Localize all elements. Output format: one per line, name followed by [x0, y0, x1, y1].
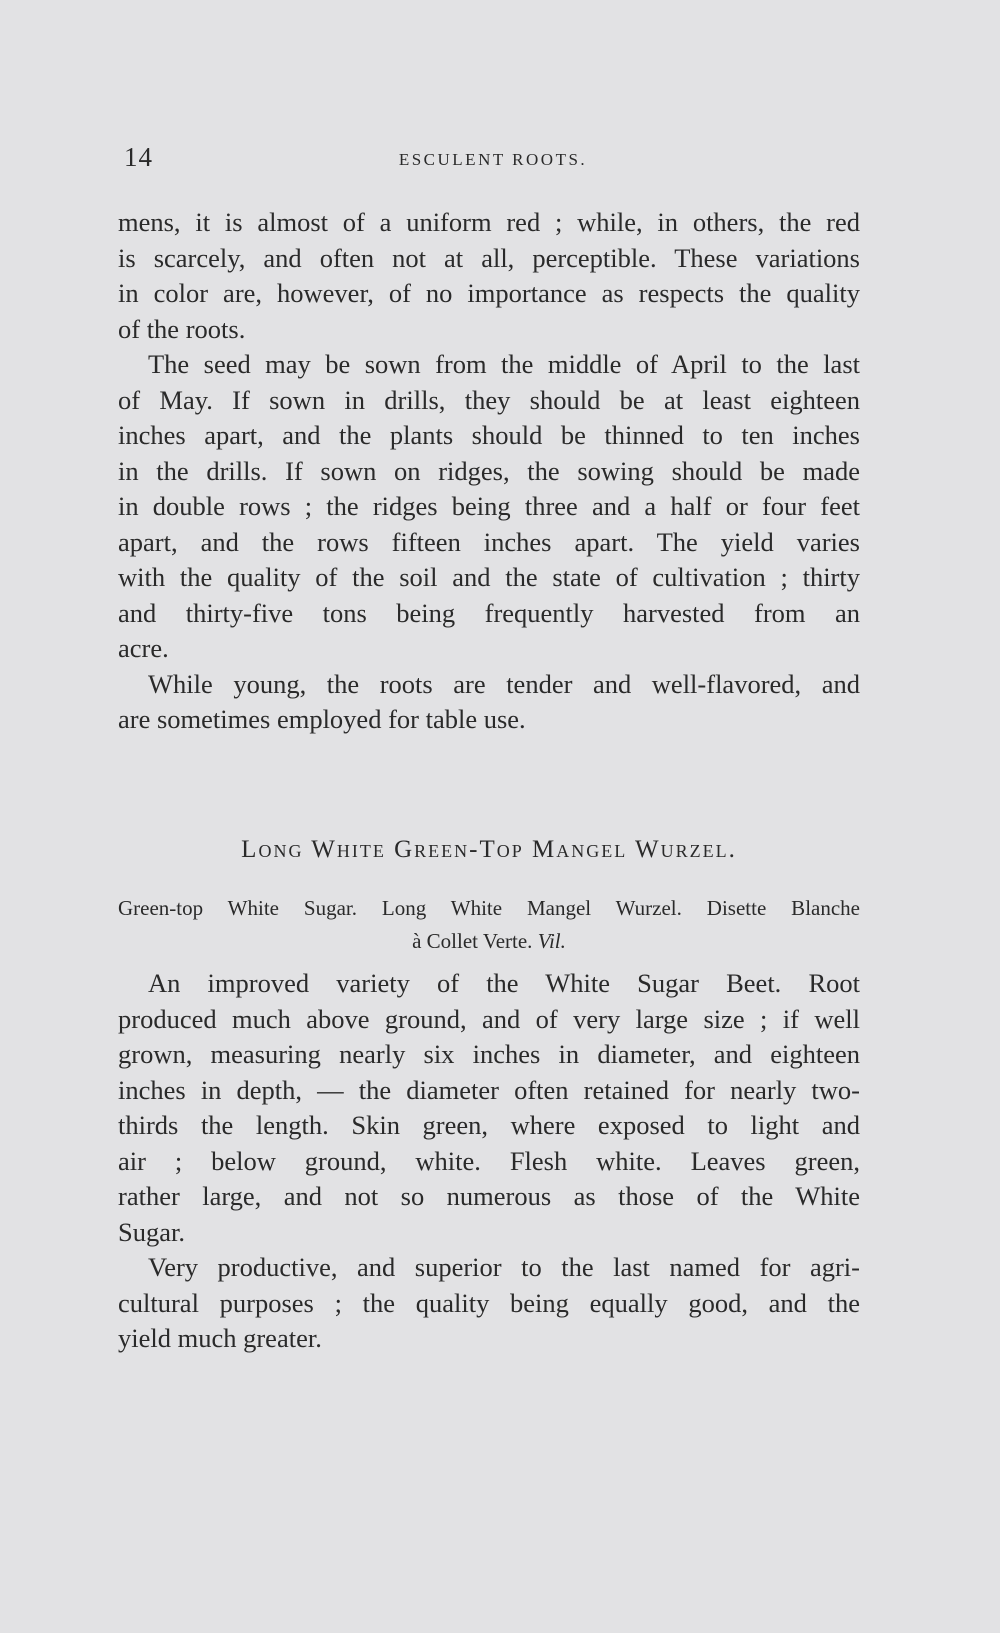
text-line: produced much above ground, and of very large size ; if well [118, 1003, 860, 1034]
text-line: grown, measuring nearly six inches in diameter, and eighteen [118, 1039, 860, 1069]
paragraph [118, 205, 860, 347]
body-text-bottom [118, 966, 860, 1357]
text-line: mens, it is almost of a uniform red ; while, in others, the red [118, 207, 860, 237]
synonyms [118, 892, 860, 958]
text-line: is scarcely, and often not at all, perceptible. These variations [118, 242, 860, 273]
paragraph [118, 1250, 860, 1357]
text-line: in the drills. If sown on ridges, the sowing should be made [118, 455, 860, 486]
text-line: Very productive, and superior to the last named for agri- [148, 1252, 860, 1282]
paragraph [118, 966, 860, 1250]
text-line: inches in depth, — the diameter often retained for nearly two- [118, 1074, 860, 1105]
text-line: thirds the length. Skin green, where exposed to light and [118, 1110, 860, 1140]
text-line: with the quality of the soil and the state of cultivation ; thirty [118, 562, 860, 592]
text-line: inches apart, and the plants should be thinned to ten inches [118, 420, 860, 450]
synonyms-line: Green-top White Sugar. Long White Mangel Wurzel. Disette Blanche [118, 896, 860, 920]
text-line: air ; below ground, white. Flesh white. Leaves green, [118, 1145, 860, 1176]
text-line: yield much greater. [118, 1323, 322, 1353]
text-line: and thirty-five tons being frequently harvested from an [118, 597, 860, 628]
text-line: of May. If sown in drills, they should be at least eighteen [118, 384, 860, 415]
page-number: 14 [124, 142, 153, 172]
synonyms-source: Vil. [537, 929, 566, 953]
section-heading: Long White Green-Top Mangel Wurzel. [241, 836, 737, 863]
paragraph [118, 347, 860, 667]
synonyms-line [118, 925, 860, 958]
text-line: An improved variety of the White Sugar Beet. Root [148, 968, 860, 998]
text-line: acre. [118, 633, 169, 663]
paragraph [118, 667, 860, 738]
text-line: rather large, and not so numerous as those of the White [118, 1181, 860, 1211]
text-line: cultural purposes ; the quality being equally good, and the [118, 1287, 860, 1318]
synonyms-text: à Collet Verte. [412, 929, 533, 953]
text-line: While young, the roots are tender and well-flavored, and [148, 668, 860, 699]
running-title: ESCULENT ROOTS. [398, 150, 588, 169]
text-line: Sugar. [118, 1216, 185, 1247]
text-line: in double rows ; the ridges being three and a half or four feet [118, 491, 860, 521]
running-head [124, 142, 862, 182]
text-line: in color are, however, of no importance as respects the quality [118, 278, 860, 308]
body-text-top [118, 205, 860, 738]
text-line: of the roots. [118, 313, 246, 344]
text-line: apart, and the rows fifteen inches apart. The yield varies [118, 526, 860, 557]
text-line: The seed may be sown from the middle of April to the last [148, 349, 860, 379]
text-line: are sometimes employed for table use. [118, 704, 526, 734]
